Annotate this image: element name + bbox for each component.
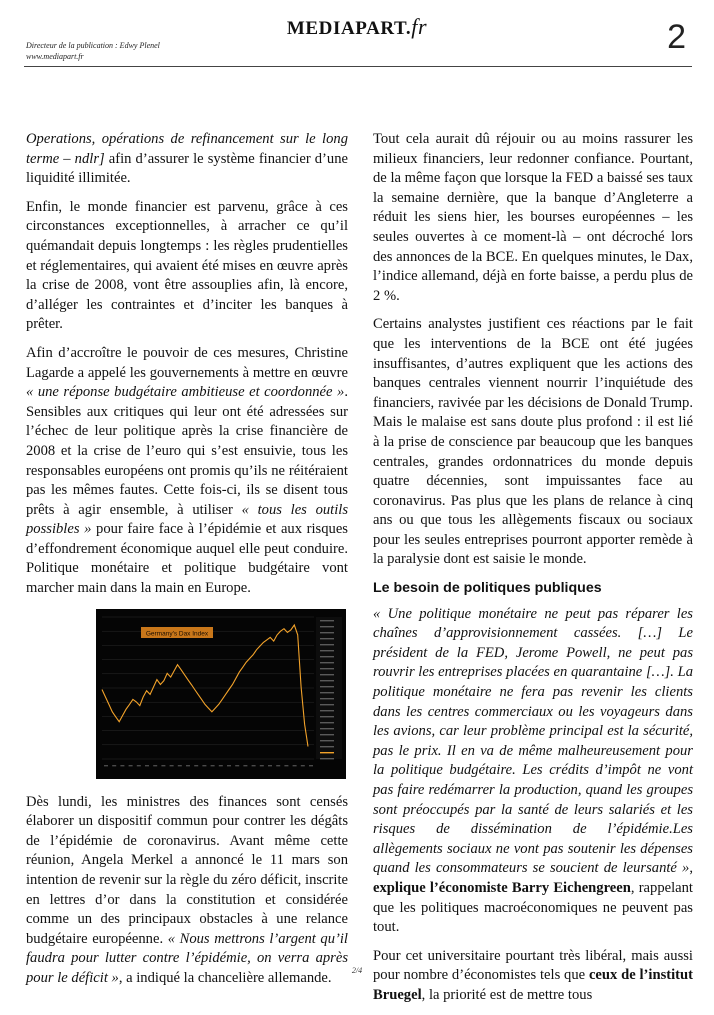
site-url: www.mediapart.fr xyxy=(26,52,84,61)
axis-tick xyxy=(320,752,334,753)
section-heading: Le besoin de politiques publiques xyxy=(373,580,602,597)
text: Pour cet universitaire pourtant très libéral, mais aussi pour nombre d’économistes tels que xyxy=(373,947,693,984)
axis-tick xyxy=(320,680,334,681)
axis-tick xyxy=(202,765,206,766)
text: pour faire face à l’épidémie et aux risques d’effondrement économique auquel elle peut conduire. Politique monétaire et politique budgétaire vont marcher main dans la main en Europe. xyxy=(26,521,348,597)
axis-tick xyxy=(301,765,305,766)
axis-tick xyxy=(320,686,334,687)
chart-svg xyxy=(96,609,346,779)
axis-tick xyxy=(194,765,198,766)
axis-tick xyxy=(227,765,231,766)
text: , la priorité est de mettre tous xyxy=(421,986,593,1003)
paragraph xyxy=(373,605,693,938)
text: , a indiqué la chancelière allemande. xyxy=(118,970,332,986)
axis-tick xyxy=(320,722,334,723)
quote: « tous les outils possibles » xyxy=(26,501,349,538)
page-number: 2 xyxy=(667,18,686,56)
axis-tick xyxy=(219,765,223,766)
axis-tick xyxy=(170,765,174,766)
text: Dès lundi, les ministres des finances sont censés élaborer un dispositif commun pour contrer les dégâts de l’épidémie de coronavirus. Avant même cette réunion, Angela Merkel a annoncé le 11 mars son intention de revenir sur la règle du zéro déficit, inscrite en lettres d’or dans la constitution et considérée comme un des principaux obstacles à une relance budgétaire européenne. xyxy=(26,793,348,947)
axis-tick xyxy=(145,765,149,766)
paragraph: Certains analystes justifient ces réactions par le fait que les interventions de la BCE ont été jugées insuffisantes, d’autres expliquent que les actions des banques centrales viennent nourrir l’inquiétude des financiers, ravivée par les décisions de Donald Trump. Mais le malaise est sans doute plus profond : il est lié à la prise de conscience par beaucoup que les banques centrales, grandes ordonnatrices du monde depuis quatre décennies, sont impuissantes face au coronavirus. Pas plus que les plans de relance à cinq ans ou que tous les allègements fiscaux ou sociaux pour les seules entreprises pourront apporter remède à la paralysie dont est saisie le monde. xyxy=(373,316,693,568)
axis-tick xyxy=(320,728,334,729)
dax-series-line xyxy=(102,625,308,747)
axis-tick xyxy=(211,765,215,766)
axis-tick xyxy=(320,758,334,759)
axis-tick xyxy=(104,765,108,766)
axis-tick xyxy=(284,765,288,766)
axis-tick xyxy=(268,765,272,766)
axis-tick xyxy=(320,740,334,741)
text: afin d’assurer le système financier d’une liquidité illimitée. xyxy=(26,150,348,187)
chart-title: Germany's Dax Index xyxy=(145,630,209,638)
quote: « Nous mettrons l’argent qu’il faudra pour lutter contre l’épidémie, on verra après pour le déficit » xyxy=(26,930,348,986)
axis-tick xyxy=(129,765,133,766)
axis-tick xyxy=(137,765,141,766)
axis-tick xyxy=(153,765,157,766)
axis-tick xyxy=(320,632,334,633)
mediapart-logo xyxy=(0,14,714,40)
paragraph: Tout cela aurait dû réjouir ou au moins rassurer les milieux financiers, leur redonner confiance. Pourtant, de la même façon que lorsque la FED a baissé ses taux la semaine dernière, que la banque d’Angleterre a réduit les siens hier, les bourses européennes – les seules ouvertes à ce moment-là – ont décroché lors des annonces de la BCE. En quelques minutes, le Dax, l’indice allemand, déjà en forte baisse, a perdu plus de 2 %. xyxy=(373,131,693,304)
director-line: Directeur de la publication : Edwy Plenel xyxy=(26,41,160,50)
axis-tick xyxy=(120,765,124,766)
axis-tick xyxy=(320,710,334,711)
paragraph xyxy=(26,344,348,599)
axis-tick xyxy=(320,692,334,693)
axis-tick xyxy=(309,765,313,766)
publication-info xyxy=(26,40,160,62)
axis-tick xyxy=(252,765,256,766)
page-footer: 2/4 xyxy=(351,966,363,975)
axis-tick xyxy=(320,626,334,627)
text: . Sensibles aux critiques qui leur ont été adressées sur l’échec de leur politique après la crise financière de 2008 et la crise de l’euro qui s’est ensuivie, tous les responsables européens ont promis qu’ils ne réitéraient pas les mêmes fautes. Cette fois-ci, ils se disent tous prêts à agir ensemble, à utiliser xyxy=(26,384,348,518)
text-italic: Operations, opérations de refinancement sur le long terme – ndlr] xyxy=(26,131,348,167)
paragraph xyxy=(26,130,348,189)
dax-chart xyxy=(96,609,346,779)
axis-tick xyxy=(320,674,334,675)
text: Afin d’accroître le pouvoir de ces mesures, Christine Lagarde a appelé les gouvernements à mettre en œuvre xyxy=(26,344,348,381)
logo-fr: fr xyxy=(411,14,428,39)
axis-tick xyxy=(243,765,247,766)
axis-tick xyxy=(320,644,334,645)
left-column xyxy=(26,130,348,998)
header-divider xyxy=(24,66,692,67)
axis-tick xyxy=(320,620,334,621)
quote: « Une politique monétaire ne peut pas réparer les chaînes d’approvisionnement cassées. […] Le président de la FED, Jerome Powell, ne peut pas rouvrir les entreprises placées en quarantaine […]. La politique monétaire ne fera pas revenir les clients dans les centres commerciaux ou les voyageurs dans les avions, car leur problème principal est la sécurité, pas le prix. Il en va de même malheureusement pour la politique budgétaire. Les crédits d’impôt ne vont pas faire redémarrer la production, quand les groupes sont préoccupés par la santé de leurs salariés et les risques de dissémination de l’épidémie.Les allègements sociaux ne vont pas soutenir les dépenses quand les consommateurs se soucient de leursanté » xyxy=(373,605,693,877)
axis-tick xyxy=(178,765,182,766)
logo-main: MEDIAPART. xyxy=(286,18,412,39)
axis-tick xyxy=(276,765,280,766)
axis-tick xyxy=(320,656,334,657)
right-column xyxy=(373,130,693,1015)
quote: « une réponse budgétaire ambitieuse et coordonnée » xyxy=(26,384,345,401)
paragraph: Enfin, le monde financier est parvenu, grâce à ces circonstances exceptionnelles, à arracher ce qu’il quémandait depuis longtemps : les règles prudentielles et réglementaires, qui avaient été mises en œuvre après la crise de 2008, vont être assouplies afin, là encore, d’alléger les contraintes et d’inciter les banques à prêter. xyxy=(26,198,348,333)
axis-tick xyxy=(320,662,334,663)
bold-link-text: explique l’économiste Barry Eichengreen xyxy=(373,879,631,896)
axis-tick xyxy=(320,638,334,639)
paragraph xyxy=(26,793,348,989)
bold-link-text: ceux de l’institut Bruegel xyxy=(373,967,693,1003)
text: , rappelant que les politiques macroéconomiques ne peuvent pas tout. xyxy=(373,879,693,936)
axis-tick xyxy=(320,746,334,747)
axis-tick xyxy=(112,765,116,766)
axis-tick xyxy=(161,765,165,766)
axis-tick xyxy=(320,734,334,735)
axis-tick xyxy=(186,765,190,766)
axis-tick xyxy=(320,668,334,669)
axis-tick xyxy=(260,765,264,766)
axis-tick xyxy=(320,650,334,651)
axis-tick xyxy=(320,698,334,699)
text: , xyxy=(689,860,693,877)
axis-tick xyxy=(320,716,334,717)
paragraph xyxy=(373,947,693,1006)
axis-tick xyxy=(320,704,334,705)
axis-tick xyxy=(293,765,297,766)
axis-tick xyxy=(235,765,239,766)
